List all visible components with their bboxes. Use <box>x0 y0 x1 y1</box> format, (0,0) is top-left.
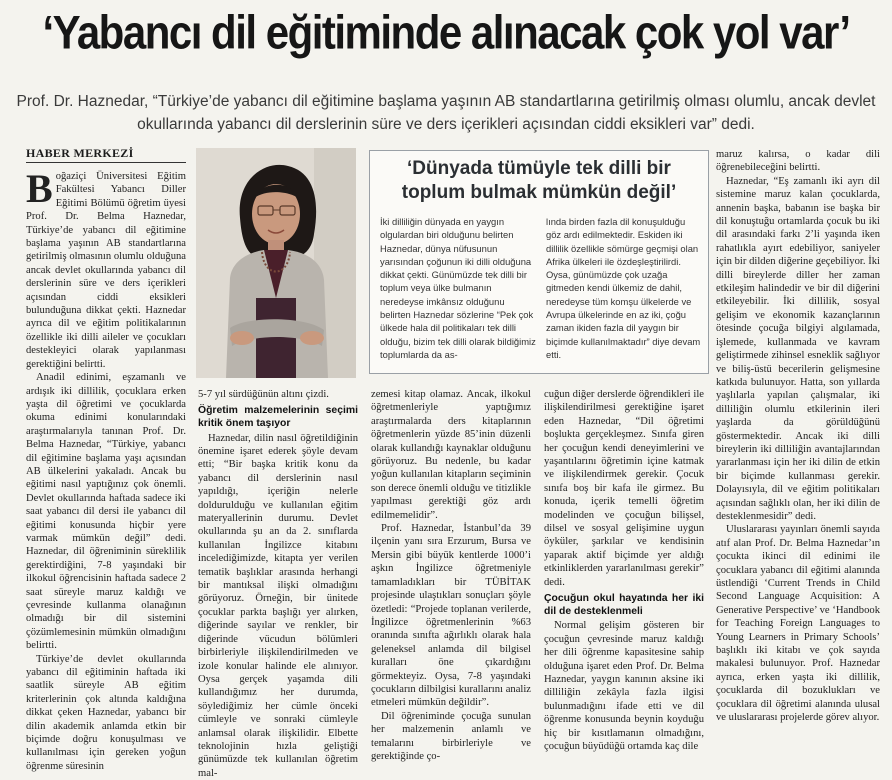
author-photo <box>196 148 356 378</box>
dropcap: B <box>26 166 53 211</box>
column-5 <box>716 148 880 766</box>
paragraph: cuğun diğer derslerde öğrendikleri ile ilişkilendirilmesi gerektiğine işaret eden Haznedar, “Dil öğretimi boşlukta gerçekleşmez. Sınıfa giren her çocuğun kendi deneyimlerini ve yaşantılarını öğretimin içine katmak ve ilişkilendirmek gerekir. Çocuk sınıfa boş bir kafa ile girmez. Bu konuda, içerik temelli öğretim modelinden ve çocuğun bilişsel, dilsel ve sosyal gelişimine uygun öyküler, şarkılar ve kendisinin yaparak aktif biçimde yer aldığı etkinliklerden yararlanılması gerekir” dedi. <box>544 389 704 588</box>
column-1 <box>26 166 186 772</box>
paragraph: maruz kalırsa, o kadar dili öğrenebileceğini belirtti. <box>716 149 880 174</box>
column-3 <box>371 388 531 766</box>
subheading: Öğretim malzemelerinin seçimi kritik önem taşıyor <box>198 405 358 429</box>
paragraph: zemesi kitap olamaz. Ancak, ilkokul öğretmenleriyle yaptığımız araştırmalarda ders kitaplarının öğretmenlerin yüzde 85’inin düzenli olarak kullandığı kaynaklar olduğunu görüyoruz. Bu nedenle, bu kadar yoğun kullanılan kitapların seçiminin son derece önemli olduğu ve titizlikle yapılması gerektiği göz ardı edilmemelidir”. <box>371 389 531 521</box>
paragraph: Prof. Haznedar, İstanbul’da 39 ilçenin yanı sıra Erzurum, Bursa ve Mersin gibi büyük kentlerde 1000’i aşkın İngilizce öğretmeniyle tamamladıkları bir TÜBİTAK projesinde ulaştıkları sonuçları şöyle özetledi: “Projede toplanan verilerde, İngilizce öğretmenlerinin %63 oranında sınıfta ağırlıklı olarak hala geleneksel anlamda dil bilgisel kuralları öne çıkardığını görmekteyiz. Oysa, 7-8 yaşındaki çocukların dilbilgisi kurallarını analiz etmeleri mümkün değildir”. <box>371 523 531 709</box>
byline-rule <box>26 162 186 163</box>
column-2 <box>198 388 358 779</box>
paragraph: Haznedar, “Eş zamanlı iki ayrı dil sistemine maruz kalan çocuklarda, annenin başka, babanın ise başka bir dil konuştuğu ortamlarda çocuk bu iki dil arasındaki farkı 2’li yaşında iken rahatlıkla ayırt edebiliyor, saniyeler için bir dilden diğerine geçebiliyor. İki dilli bireylerde diller her zaman etkileşim halindedir ve bir dil diğerini etkileyebilir. İki dillilik, sosyal gelişim ve ekonomik kazançlarının ötesinde çocuğa bilgiyi algılamada, işlemede, kullanmada ve kavram geliştirmede zihinsel esneklik sağlıyor ve biliş-üstü becerilerin gelişmesine katkıda bulunuyor. Hatta, son yıllarda yaşlılarla yapılan çalışmalar, iki dilliliğin olumlu etkilerinin ileri yaşlarda da görüldüğünü göstermektedir. Ancak iki dilli bireylerin iki dilliliğin avantajlarından yararlanması için her iki dilin de etkin bir biçimde kullanması gerekir. Dolayısıyla, dil ve eğitim politikaları açısından sağlıklı olan, her iki dilin de desteklenmesidir” dedi. <box>716 175 880 522</box>
paragraph: Haznedar, dilin nasıl öğretildiğinin önemine işaret ederek şöyle devam etti; “Bir başka kritik konu da yabancı dil derslerinin nasıl yapıldığı, içeriğin nelerle doldurulduğu ve kullanılan eğitim materyallerinin durumu. Devlet okullarında şu an da 2. sınıflarda kullanılan İngilizce kitabını incelediğimizde, kitapta yer verilen tematik başlıklar arasında herhangi bir mantıksal ilişki olmadığını görüyoruz. Örneğin, bir ünitede çocuklar parkta başlığı yer alırken, diğerinde sayılar ve renkler, bir diğerinde vücudun bölümleri birbirleriyle ilişkilendirilmeden ve izole konular halinde ele alınıyor. Oysa gerçek yaşamda dili kullandığımız her durumda, söylediğimiz her cümle önceki cümleyle ve sonraki cümleyle anlamsal olarak ilişkilidir. Elbette teknolojinin hızla geliştiği günümüzde tek kullanılan öğretim mal- <box>198 432 358 779</box>
headline: ‘Yabancı dil eğitiminde alınacak çok yol var’ <box>42 6 850 59</box>
paragraph: Anadil edinimi, eşzamanlı ve ardışık iki dillilik, çocuklara erken yaşta dil öğretimi ve çocuklarda okuma edinimi konularındaki araştırmalarıyla tanınan Prof. Dr. Belma Haznedar, “Türkiye, yabancı dil eğitimine başlama yaşı açısından AB ülkelerini yakaladı. Ancak bu eğitimi nasıl yaptığınız çok önemli. Devlet okullarında haftada sadece iki saat yabancı dil dersi ile yabancı dil eğitimi konusunda hiçbir yere varmak mümkün değil” dedi. Haznedar, dil öğreniminin süreklilik gerektirdiğini, 7-8 yaşındaki bir ilkokul öğrencisinin haftada sadece 2 saat süreyle maruz kaldığı ve çevresinde kullanma olanağının olmadığı bir dil sistemini çözümlemesinin mümkün olmadığını belirtti. <box>26 372 186 652</box>
pull-quote-box <box>369 150 709 374</box>
column-4 <box>544 388 704 766</box>
pull-quote-column-2: lında birden fazla dil konuşulduğu göz ardı edilmektedir. Eskiden iki dillilik özellikle sömürge geçmişi olan Afrika ülkeleri ile özdeşleştirilirdi. Oysa, günümüzde çok uzağa gitmeden kendi ülkemiz de dahil, neredeyse tüm komşu ülkelerde ve Avrupa ülkelerinde en az iki, çoğu zaman ikiden fazla dil yaygın bir biçimde kullanılmaktadır” diye devam etti. <box>546 216 701 360</box>
subheading: Çocuğun okul hayatında her iki dil de desteklenmeli <box>544 593 704 617</box>
portrait-illustration <box>196 148 356 378</box>
article-deck: Prof. Dr. Haznedar, “Türkiye’de yabancı dil eğitimine başlama yaşının AB standartlarına getirilmiş olması olumlu, ancak devlet okullarında yabancı dil derslerinin süre ve ders içerikleri açısından ciddi eksikleri var” dedi. <box>16 93 876 133</box>
paragraph-text: oğaziçi Üniversitesi Eğitim Fakültesi Yabancı Diller Eğitimi Bölümü öğretim üyesi Prof. Dr. Belma Haznedar, Türkiye’de yabancı dil eğitimine başlama yaşının AB standartlarına getirilmiş olmasının olumlu olduğuna ancak devlet okullarında yabancı dil derslerinin süre ve ders içerikleri açısından ciddi eksikleri bulunduğuna dikkat çekti. Haznedar ayrıca dil ve eğitim politikalarının özellikle iki dilli aileler ve çocukları destekleyici olarak yapılanması gerektiğini belirtti. <box>26 171 186 370</box>
paragraph: Türkiye’de devlet okullarında yabancı dil eğitiminin haftada iki saatlik süreyle AB eğitim kriterlerinin çok altında kaldığına dikkat çeken Haznedar, yabancı bir dilin akademik anlamda etkin bir biçimde doğru konuşulması ve kullanılması için gereken yoğun öğrenme süresinin <box>26 653 186 772</box>
paragraph <box>26 166 186 371</box>
paragraph: Uluslararası yayınları önemli sayıda atıf alan Prof. Dr. Belma Haznedar’ın çocukta ikinci dil edinimi ile çocuklara yabancı dil eğitimi alanında üstlendiği ‘Current Trends in Child Second Language Acquisition: A Generative Perspective’ ve ‘Handbook for Teaching Foreign Languages to Young Learners in Primary Schools’ başlıklı iki kitabı ve çok sayıda makalesi bulunuyor. Prof. Haznedar ayrıca, erken yaşta iki dillilik, çocuklarda dil bozuklukları ve çocuklara dil öğretimi alanında ulusal ve uluslararası projelerde görev alıyor. <box>716 524 880 724</box>
paragraph: Normal gelişim gösteren bir çocuğun çevresinde maruz kaldığı her dili öğrenme kapasitesine sahip olduğuna işaret eden Prof. Dr. Belma Haznedar, yaygın kanının aksine iki dilliliğin zekâyla fazla ilgisi bulunmadığını ifade etti ve dil öğrenme konusunda beynin koyduğu hiç bir kısıtlamanın olmadığını, çocuğun büyüdüğü ortamda kaç dile <box>544 620 704 752</box>
paragraph: 5-7 yıl sürdüğünün altını çizdi. <box>198 389 329 400</box>
byline: HABER MERKEZİ <box>26 146 134 160</box>
pull-quote-title: ‘Dünyada tümüyle tek dilli bir toplum bulmak mümkün değil’ <box>401 158 677 203</box>
pull-quote-column-1: İki dilliliğin dünyada en yaygın olgulardan biri olduğunu belirten Haznedar, dünya nüfusunun yarısından çoğunun iki dilli olduğuna dikkat çekti. Günümüzde tek dilli bir toplum veya ülke bulmanın neredeyse imkânsız olduğunu belirten Haznedar sözlerine “Pek çok ülkede hala dil politikaları tek dilli olduğu, bizim tek dilli olarak bildiğimiz toplumlarda da as- <box>380 216 536 360</box>
paragraph: Dil öğreniminde çocuğa sunulan her malzemenin anlamlı ve temalarını birbirleriyle ve gerektiğinde ço- <box>371 710 531 762</box>
